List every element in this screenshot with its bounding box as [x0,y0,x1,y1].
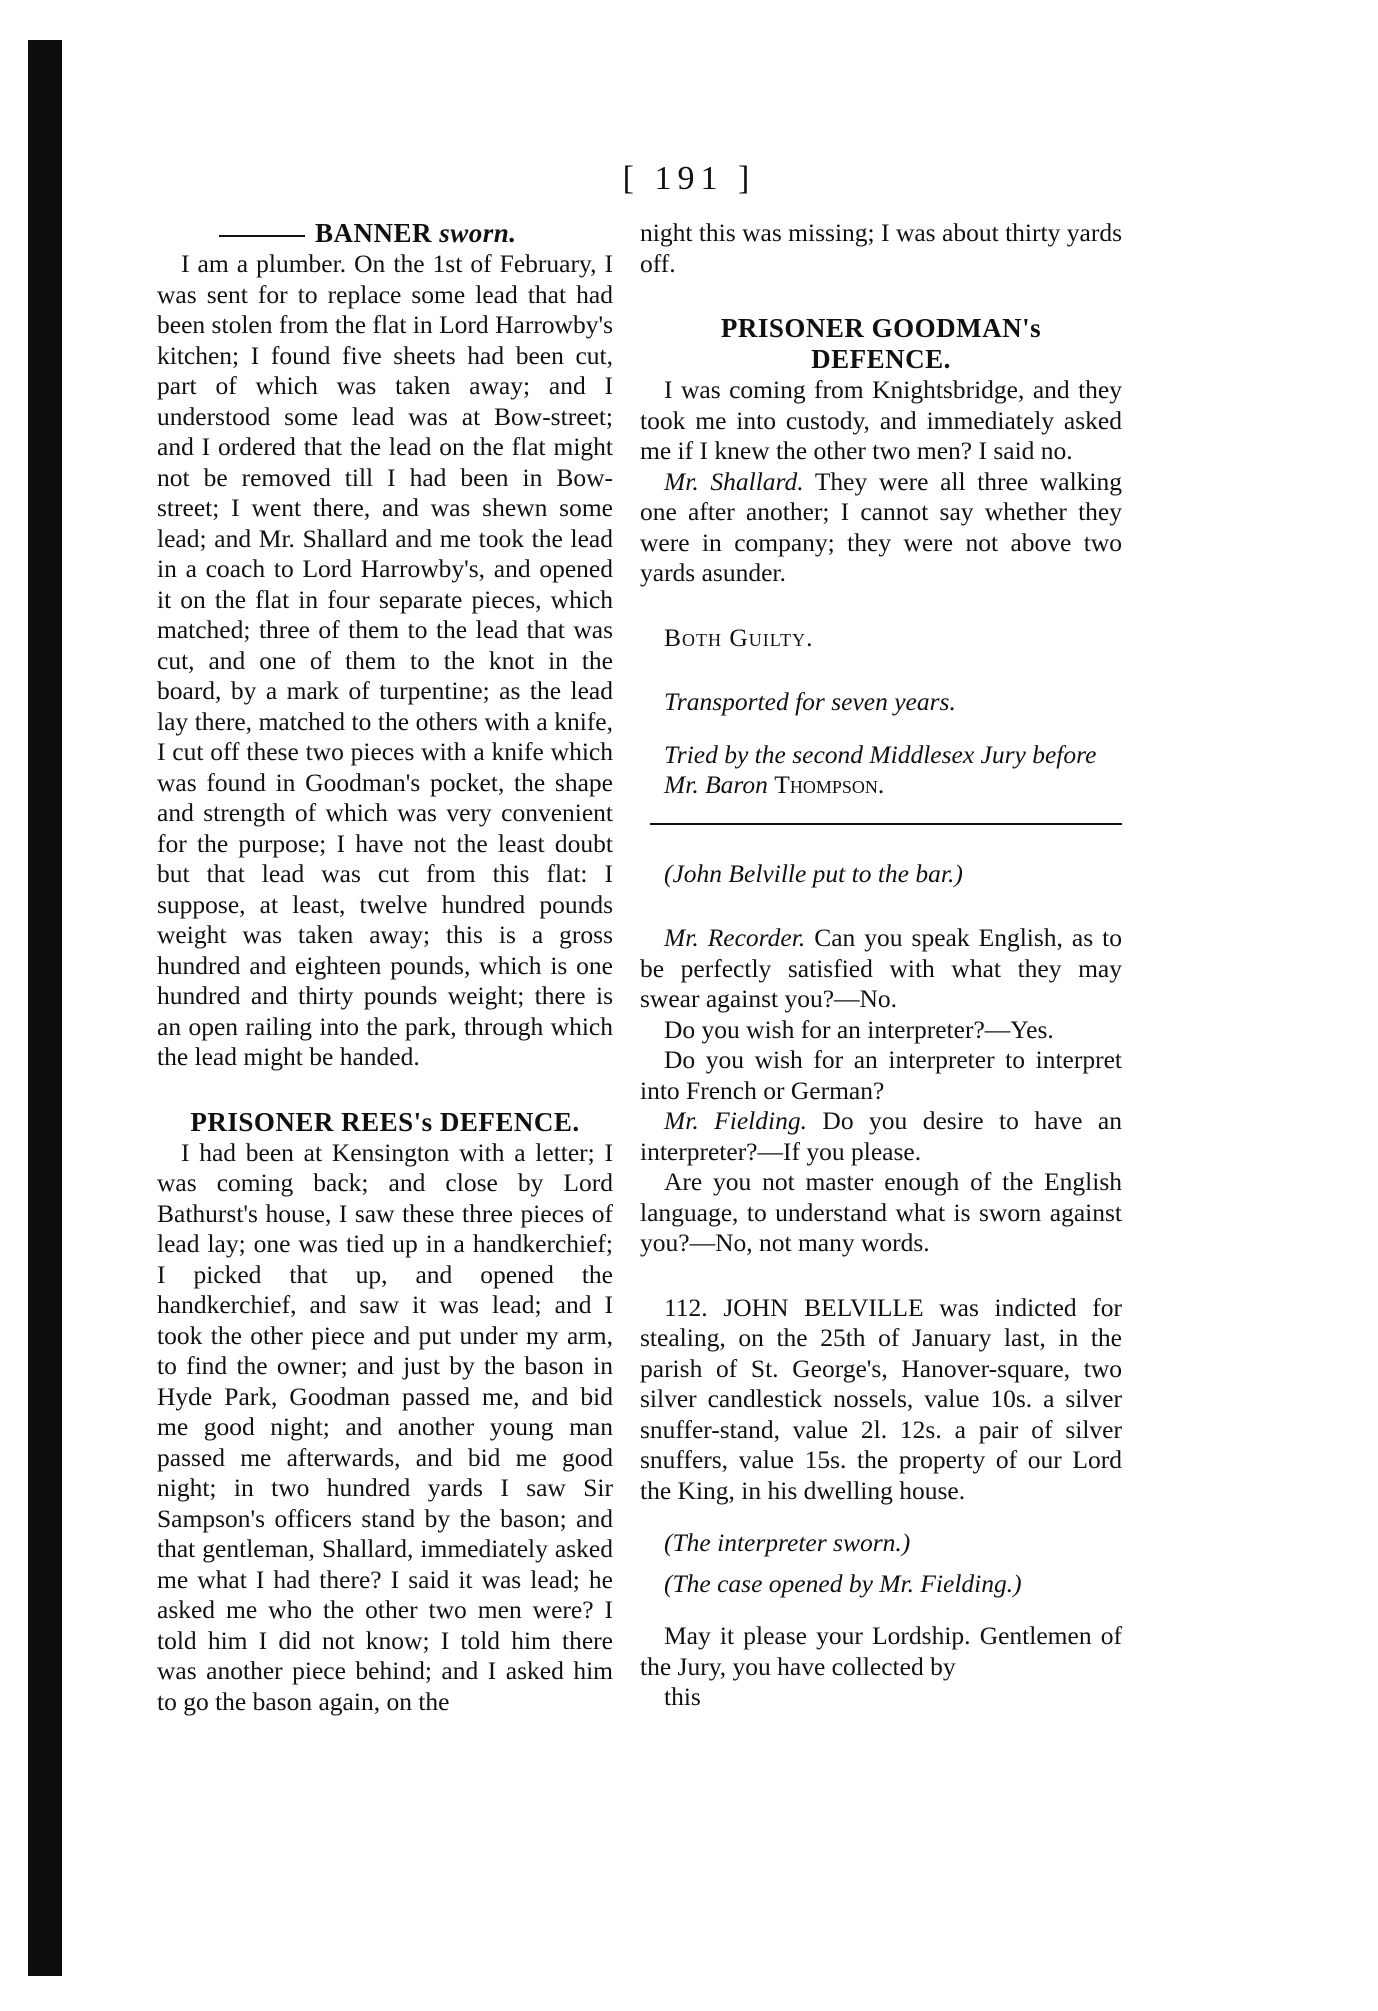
banner-testimony: I am a plumber. On the 1st of February, I was sent for to replace some lead that had been stolen from the flat in Lord Harrowby's kitchen; I found five sheets had been cut, part of which was taken away; and I understood some lead was at Bow-street; and I ordered that the lead on the flat might not be removed till I had been in Bow-street; I went there, and was shewn some lead; and Mr. Shallard and me took the lead in a coach to Lord Harrowby's, and opened it on the flat in four separate pieces, which matched; three of them to the lead that was cut, and one of them to the knot in the board, by a mark of turpentine; as the lead lay there, matched to the others with a knife, I cut off these two pieces with a knife which was found in Goodman's pocket, the shape and strength of which was very convenient for the purpose; I have not the least doubt but that lead was cut from this flat: I suppose, at least, twelve hundred pounds weight was taken away; this is a gross hundred and eighteen pounds, which is one hundred and thirty pounds weight; there is an open railing into the park, through which the lead might be handed. [157,249,613,1071]
rees-defence-heading: PRISONER REES's DEFENCE. [190,1106,580,1137]
rees-defence-text: I had been at Kensington with a letter; I was coming back; and close by Lord Bathurst's house, I saw these three pieces of lead lay; one was tied up in a handkerchief; I picked that up, and opened the handkerchief, and saw it was lead; and I took the other piece and put under my arm, to find the owner; and just by the bason in Hyde Park, Goodman passed me, and bid me good night; and another young man passed me afterwards, and bid me good night; in two hundred yards I saw Sir Sampson's officers stand by the bason; and that gentleman, Shallard, immediately asked me what I had there? I said it was lead; he asked me who the other two men were? I told him I did not know; I told him there was another piece behind; and I asked him to go the bason again, on the [157,1137,613,1716]
tried-line-1: Tried by the second Middlesex Jury before [664,739,1097,769]
case-text: JOHN BELVILLE was indicted for stealing, on the 25th of January last, in the parish of St. George's, Hanover-square, two silver candlestick nossels, value 10s. a silver snuffer-stand, value 2l. 12s. a pair of silver snuffers, value 15s. the property of our Lord the King, in his dwelling house. [640,1292,1122,1505]
speaker-fielding: Mr. Fielding. [664,1106,807,1135]
banner-heading [157,218,613,249]
page-number: [ 191 ] [622,160,756,197]
tried-line-2 [640,770,1122,801]
recorder-question [640,923,1122,1015]
heading-dash [219,235,305,237]
speaker-recorder: Mr. Recorder. [664,923,806,952]
verdict: Both Guilty. [664,622,814,652]
shallard-statement [640,467,1122,589]
speaker-shallard: Mr. Shallard. [664,466,804,496]
judge-title: Mr. Baron [664,770,768,799]
case-indictment [640,1293,1122,1507]
goodman-defence-text: I was coming from Knightsbridge, and they took me into custody, and immediately asked me if I knew the other two men? I said no. [640,375,1122,465]
witness-name: BANNER [315,218,433,248]
master-question: Are you not master enough of the English language, to understand what is sworn against you?—No, not many words. [640,1167,1122,1257]
interpreter-question: Do you wish for an interpreter?—Yes. [664,1014,1054,1044]
catchword: this [664,1682,701,1711]
case-number: 112. [664,1292,708,1322]
sentence: Transported for seven years. [664,687,956,716]
goodman-defence-heading-line2: DEFENCE. [811,344,951,374]
language-question: Do you wish for an interpreter to interpret into French or German? [640,1045,1122,1105]
judge-name: Thompson. [774,770,885,799]
right-column [640,218,1122,1713]
recorder-text: Can you speak English, as to be perfectly satisfied with what they may swear against you?—No. [640,923,1122,1013]
case-opened-note: (The case opened by Mr. Fielding.) [664,1568,1022,1598]
goodman-defence-heading-line1: PRISONER GOODMAN's [720,313,1042,343]
bar-note: (John Belville put to the bar.) [664,858,963,888]
book-binding-edge [28,40,62,1976]
fielding-text: Do you desire to have an interpreter?—If you please. [640,1106,1123,1166]
interpreter-sworn-note: (The interpreter sworn.) [664,1528,911,1557]
counsel-address: May it please your Lordship. Gentlemen of the Jury, you have collected by [640,1621,1122,1681]
left-column [157,218,613,1717]
sworn-label: sworn. [439,218,517,248]
testimony-continuation: night this was missing; I was about thirty yards off. [640,218,1122,278]
shallard-text: They were all three walking one after another; I cannot say whether they were in company; they were not above two yards asunder. [640,466,1122,587]
fielding-question [640,1106,1122,1167]
